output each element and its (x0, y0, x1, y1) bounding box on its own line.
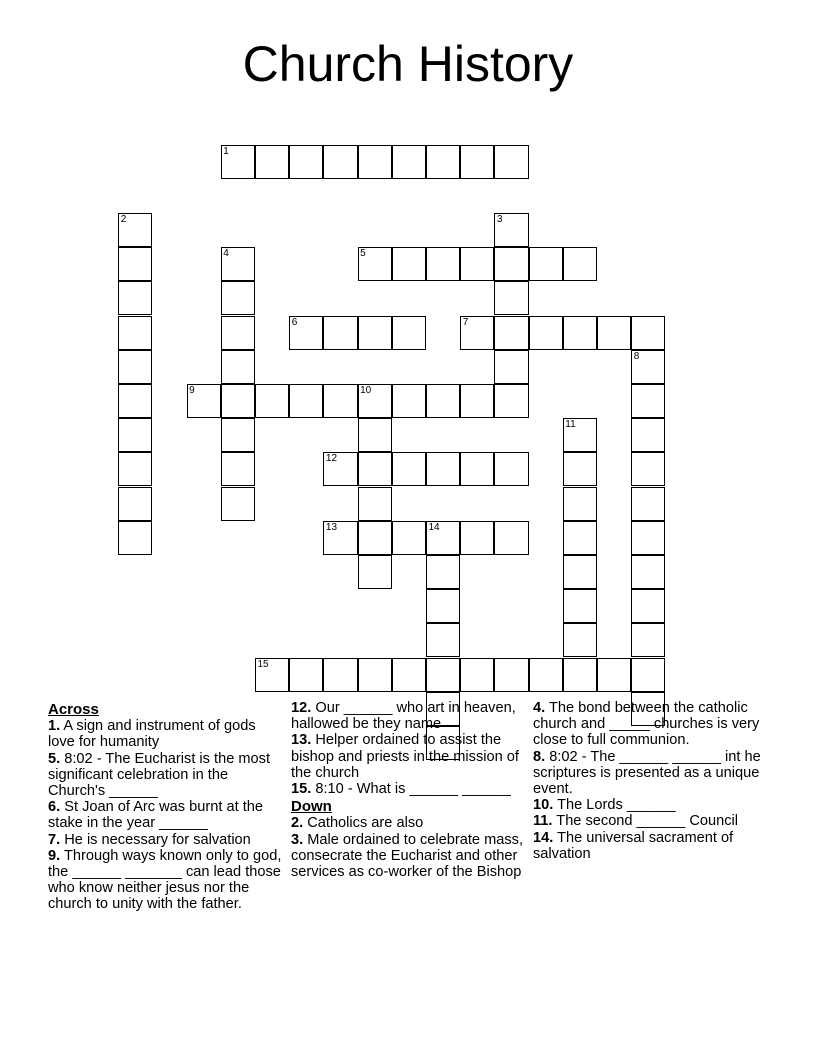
clue-item-number: 5. (48, 750, 61, 767)
clues-column-2 (291, 700, 527, 880)
clue-item-number: 10. (533, 797, 554, 814)
clue-item-number: 1. (48, 718, 61, 735)
grid-cell[interactable] (118, 247, 152, 281)
clue-item-text: Our ______ who art in heaven, hallowed be they name (291, 700, 516, 733)
grid-cell[interactable] (323, 384, 357, 418)
grid-cell[interactable] (460, 247, 494, 281)
clue-item (48, 718, 284, 750)
clue-item-text: Through ways known only to god, the ______ _______ can lead those who know neither jesus nor the church to unity with the father. (48, 847, 282, 913)
clue-number: 11 (565, 419, 576, 431)
grid-cell[interactable] (255, 658, 289, 692)
grid-cell[interactable] (255, 384, 289, 418)
clue-item-number: 4. (533, 700, 546, 716)
grid-cell[interactable] (358, 384, 392, 418)
clue-number: 14 (428, 521, 440, 533)
grid-cell[interactable] (563, 521, 597, 555)
clue-item (48, 848, 284, 913)
grid-cell[interactable] (426, 521, 460, 555)
clue-item (291, 815, 527, 831)
grid-cell[interactable] (631, 384, 665, 418)
grid-cell[interactable] (494, 247, 528, 281)
grid-cell[interactable] (494, 384, 528, 418)
clue-number: 7 (462, 316, 469, 328)
grid-cell[interactable] (358, 658, 392, 692)
grid-cell[interactable] (118, 350, 152, 384)
clue-item-text: The universal sacrament of salvation (533, 829, 734, 862)
clue-item-text: Helper ordained to assist the bishop and priests in the mission of the church (291, 732, 519, 781)
clue-item-text: A sign and instrument of gods love for humanity (48, 718, 256, 751)
grid-cell[interactable] (358, 418, 392, 452)
grid-cell[interactable] (597, 316, 631, 350)
down-clue-list-continued (533, 700, 773, 862)
grid-cell[interactable] (494, 145, 528, 179)
clue-item-text: Catholics are also (307, 815, 424, 832)
grid-cell[interactable] (426, 145, 460, 179)
clue-item (291, 732, 527, 781)
grid-cell[interactable] (494, 658, 528, 692)
grid-cell[interactable] (563, 316, 597, 350)
grid-cell[interactable] (358, 316, 392, 350)
grid-cell[interactable] (221, 452, 255, 486)
clue-item-text: Male ordained to celebrate mass, consecrate the Eucharist and other services as co-worker of the Bishop (291, 831, 524, 881)
grid-cell[interactable] (358, 145, 392, 179)
grid-cell[interactable] (221, 145, 255, 179)
grid-cell[interactable] (494, 521, 528, 555)
grid-cell[interactable] (494, 350, 528, 384)
grid-cell[interactable] (118, 281, 152, 315)
grid-cell[interactable] (563, 418, 597, 452)
grid-cell[interactable] (289, 658, 323, 692)
grid-cell[interactable] (221, 247, 255, 281)
grid-cell[interactable] (426, 658, 460, 692)
grid-cell[interactable] (563, 452, 597, 486)
down-heading: Down (291, 798, 332, 816)
clue-number: 8 (633, 350, 640, 362)
clue-item-number: 14. (533, 829, 554, 846)
grid-cell[interactable] (631, 555, 665, 589)
grid-cell[interactable] (358, 521, 392, 555)
clue-item (533, 813, 773, 829)
clue-item-text: 8:10 - What is ______ ______ (315, 781, 511, 798)
grid-cell[interactable] (118, 213, 152, 247)
clue-number: 6 (291, 316, 298, 328)
grid-cell[interactable] (323, 452, 357, 486)
across-heading: Across (48, 701, 99, 718)
clue-item-number: 12. (291, 700, 312, 716)
clue-item (291, 781, 527, 797)
clue-item (533, 797, 773, 813)
grid-cell[interactable] (529, 316, 563, 350)
clue-item-text: The second ______ Council (556, 813, 739, 830)
grid-cell[interactable] (529, 247, 563, 281)
grid-cell[interactable] (460, 452, 494, 486)
clues-column-1 (48, 700, 284, 913)
grid-cell[interactable] (563, 589, 597, 623)
grid-cell[interactable] (563, 247, 597, 281)
grid-cell[interactable] (118, 316, 152, 350)
grid-cell[interactable] (118, 521, 152, 555)
clue-number: 13 (325, 521, 338, 533)
grid-cell[interactable] (563, 623, 597, 657)
grid-cell[interactable] (392, 247, 426, 281)
grid-cell[interactable] (426, 555, 460, 589)
grid-cell[interactable] (631, 589, 665, 623)
grid-cell[interactable] (118, 384, 152, 418)
grid-cell[interactable] (289, 145, 323, 179)
clues-column-3 (533, 700, 773, 862)
grid-cell[interactable] (460, 521, 494, 555)
grid-cell[interactable] (460, 145, 494, 179)
grid-cell[interactable] (494, 316, 528, 350)
page-title: Church History (242, 36, 574, 92)
down-clue-list (291, 815, 527, 880)
clue-item (533, 830, 773, 862)
grid-cell[interactable] (323, 658, 357, 692)
grid-cell[interactable] (221, 350, 255, 384)
grid-cell[interactable] (460, 658, 494, 692)
grid-cell[interactable] (255, 145, 289, 179)
clue-item-number: 6. (48, 799, 61, 816)
clue-item (48, 751, 284, 800)
clue-number: 1 (223, 145, 229, 157)
clue-item-text: He is necessary for salvation (64, 831, 251, 848)
grid-cell[interactable] (118, 487, 152, 521)
grid-cell[interactable] (563, 658, 597, 692)
grid-cell[interactable] (460, 316, 494, 350)
clue-item (291, 832, 527, 881)
grid-cell[interactable] (460, 384, 494, 418)
grid-cell[interactable] (118, 452, 152, 486)
grid-cell[interactable] (358, 247, 392, 281)
grid-cell[interactable] (426, 589, 460, 623)
clue-item (48, 832, 284, 848)
clue-item-number: 8. (533, 748, 546, 765)
grid-cell[interactable] (494, 452, 528, 486)
grid-cell[interactable] (221, 384, 255, 418)
clue-item-number: 2. (291, 815, 304, 832)
grid-cell[interactable] (529, 658, 563, 692)
grid-cell[interactable] (221, 281, 255, 315)
grid-cell[interactable] (494, 213, 528, 247)
clue-item (48, 799, 284, 831)
clue-item-text: 8:02 - The Eucharist is the most significant celebration in the Church's ______ (48, 750, 270, 800)
grid-cell[interactable] (631, 487, 665, 521)
clue-number: 15 (257, 658, 269, 670)
grid-cell[interactable] (221, 316, 255, 350)
clue-item-number: 3. (291, 831, 304, 848)
grid-cell[interactable] (631, 623, 665, 657)
grid-cell[interactable] (631, 658, 665, 692)
across-clue-list-continued (291, 700, 527, 797)
clue-number: 12 (325, 453, 338, 465)
clue-item (533, 749, 773, 798)
grid-cell[interactable] (631, 316, 665, 350)
grid-cell[interactable] (392, 384, 426, 418)
grid-cell[interactable] (118, 418, 152, 452)
grid-cell[interactable] (187, 384, 221, 418)
clue-item (291, 700, 527, 732)
clue-item-number: 13. (291, 732, 312, 749)
grid-cell[interactable] (358, 452, 392, 486)
grid-cell[interactable] (494, 281, 528, 315)
grid-cell[interactable] (323, 145, 357, 179)
grid-cell[interactable] (631, 350, 665, 384)
grid-cell[interactable] (392, 316, 426, 350)
across-clue-list (48, 718, 284, 912)
grid-cell[interactable] (392, 145, 426, 179)
clue-number: 2 (120, 213, 127, 225)
grid-cell[interactable] (289, 384, 323, 418)
grid-cell[interactable] (221, 487, 255, 521)
clue-item-text: The bond between the catholic church and _____ churches is very close to full communion. (533, 700, 760, 749)
grid-cell[interactable] (563, 487, 597, 521)
clue-item-number: 15. (291, 781, 312, 798)
grid-cell[interactable] (358, 487, 392, 521)
clue-item (533, 700, 773, 749)
grid-cell[interactable] (392, 658, 426, 692)
grid-cell[interactable] (221, 418, 255, 452)
grid-cell[interactable] (426, 247, 460, 281)
clue-item-number: 9. (48, 847, 61, 864)
grid-cell[interactable] (358, 555, 392, 589)
grid-cell[interactable] (289, 316, 323, 350)
grid-cell[interactable] (392, 521, 426, 555)
grid-cell[interactable] (631, 418, 665, 452)
clue-number: 3 (496, 213, 503, 225)
clue-number: 5 (360, 248, 366, 260)
grid-cell[interactable] (631, 452, 665, 486)
grid-cell[interactable] (631, 521, 665, 555)
clue-number: 4 (223, 248, 229, 260)
grid-cell[interactable] (392, 452, 426, 486)
clue-item-text: 8:02 - The ______ ______ int he scriptures is presented as a unique event. (533, 748, 761, 798)
grid-cell[interactable] (323, 316, 357, 350)
clue-item-text: St Joan of Arc was burnt at the stake in the year ______ (48, 799, 263, 832)
grid-cell[interactable] (323, 521, 357, 555)
clue-item-text: The Lords ______ (557, 797, 676, 814)
clue-number: 9 (189, 384, 195, 396)
grid-cell[interactable] (426, 623, 460, 657)
clue-number: 10 (360, 384, 372, 396)
clue-item-number: 7. (48, 831, 61, 848)
grid-cell[interactable] (426, 384, 460, 418)
grid-cell[interactable] (597, 658, 631, 692)
grid-cell[interactable] (563, 555, 597, 589)
grid-cell[interactable] (426, 452, 460, 486)
clue-item-number: 11. (533, 813, 553, 830)
